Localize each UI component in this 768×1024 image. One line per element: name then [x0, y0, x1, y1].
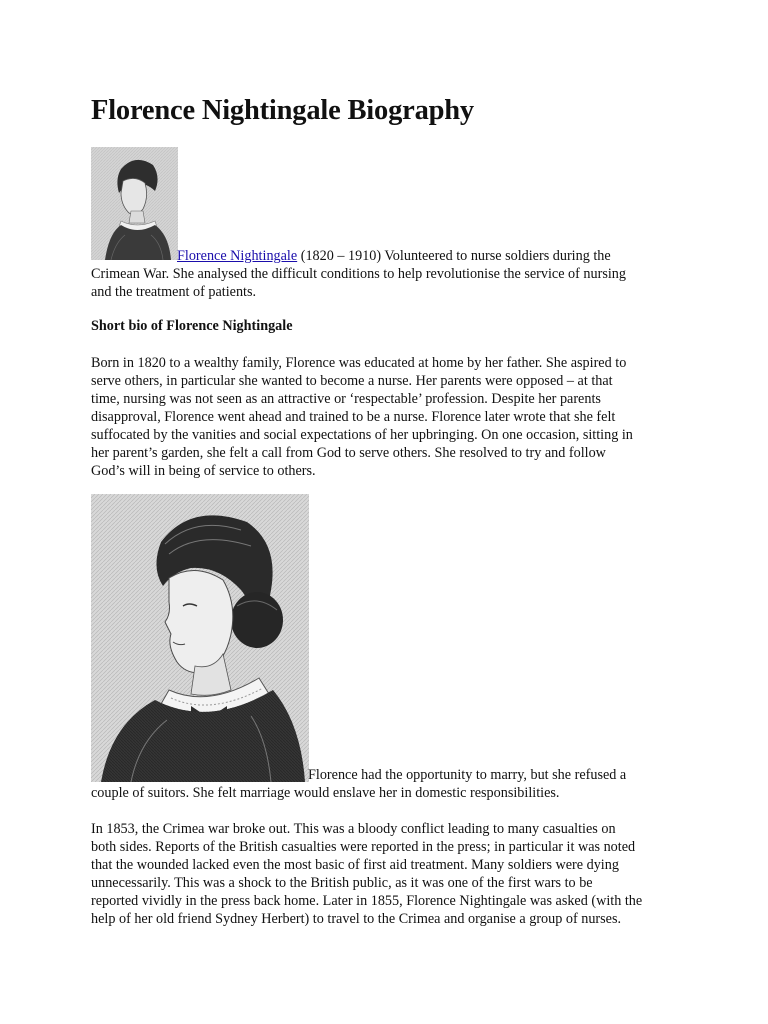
bio-paragraph [91, 354, 681, 480]
large-portrait-image [91, 494, 309, 782]
crimea-line: both sides. Reports of the British casualties were reported in the press; in particular it was noted [91, 839, 636, 855]
marriage-line1: Florence had the opportunity to marry, but she refused a [308, 767, 627, 783]
crimea-paragraph [91, 820, 681, 928]
intro-line3: and the treatment of patients. [91, 284, 257, 300]
short-bio-heading: Short bio of Florence Nightingale [91, 318, 293, 334]
bio-line: God’s will in being of service to others. [91, 463, 316, 479]
bio-line: Born in 1820 to a wealthy family, Florence was educated at home by her father. She aspired to [91, 355, 627, 371]
bio-line: serve others, in particular she wanted to become a nurse. Her parents were opposed – at that [91, 373, 613, 389]
bio-line: time, nursing was not seen as an attractive or ‘respectable’ profession. Despite her parents [91, 391, 601, 407]
crimea-line: help of her old friend Sydney Herbert) to travel to the Crimea and organise a group of nurses. [91, 911, 622, 927]
intro-paragraph [91, 247, 681, 301]
bio-line: suffocated by the vanities and social expectations of her upbringing. On one occasion, sitting in [91, 427, 633, 443]
crimea-line: that the wounded lacked even the most basic of first aid treatment. Many soldiers were dying [91, 857, 619, 873]
marriage-line2: couple of suitors. She felt marriage would enslave her in domestic responsibilities. [91, 785, 560, 801]
intro-line1-text: (1820 – 1910) Volunteered to nurse soldiers during the [297, 248, 611, 264]
crimea-line: reported vividly in the press back home. Later in 1855, Florence Nightingale was asked (with the [91, 893, 643, 909]
small-portrait-image [91, 147, 178, 260]
page-title: Florence Nightingale Biography [91, 95, 474, 126]
florence-nightingale-link[interactable]: Florence Nightingale [177, 248, 298, 264]
bio-line: her parent’s garden, she felt a call from God to serve others. She resolved to try and follow [91, 445, 606, 461]
marriage-paragraph [91, 766, 681, 802]
bio-line: disapproval, Florence went ahead and trained to be a nurse. Florence later wrote that she felt [91, 409, 616, 425]
crimea-line: unnecessarily. This was a shock to the British public, as it was one of the first wars to be [91, 875, 593, 891]
intro-line2: Crimean War. She analysed the difficult conditions to help revolutionise the service of nursing [91, 266, 626, 282]
crimea-line: In 1853, the Crimea war broke out. This was a bloody conflict leading to many casualties on [91, 821, 616, 837]
